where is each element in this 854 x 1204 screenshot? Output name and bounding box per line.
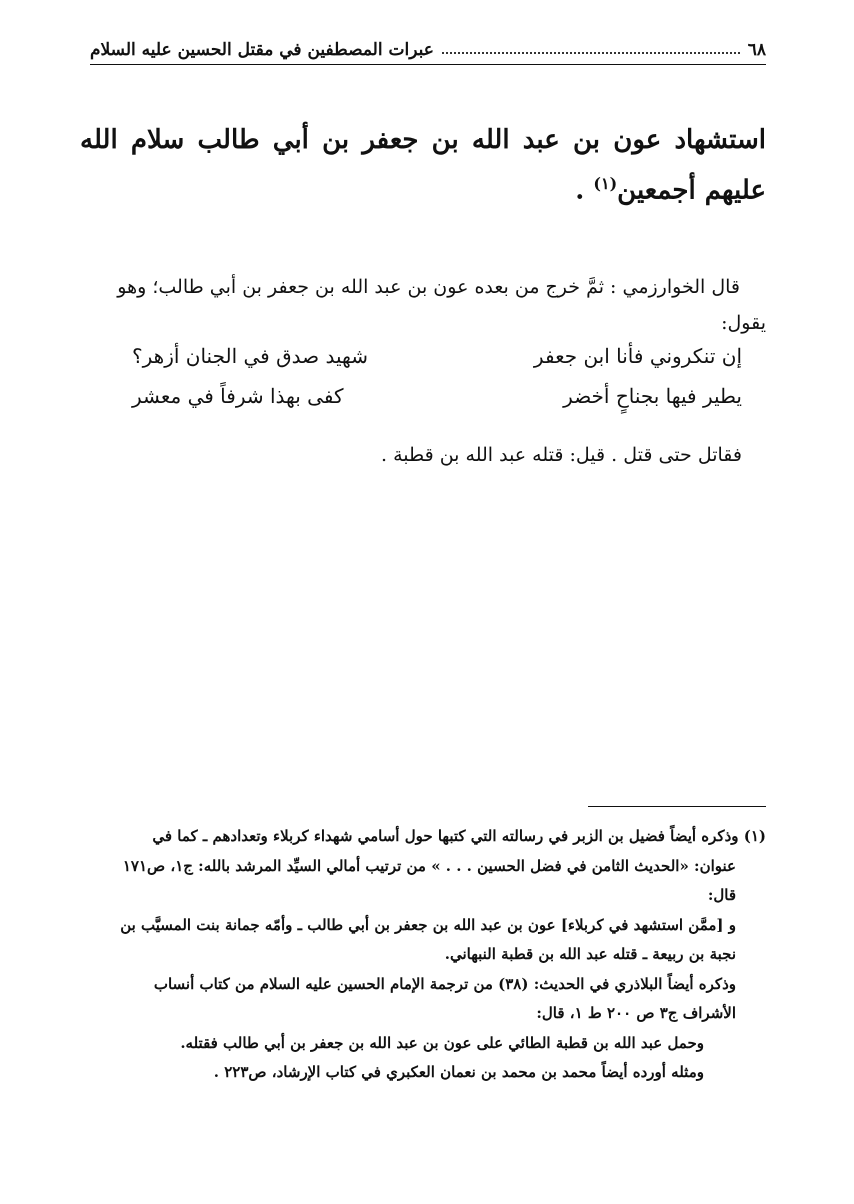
footnote-line: قال: (707, 886, 736, 904)
footnote-line: وذكره أيضاً البلاذري في الحديث: (٣٨) من ترجمة الإمام الحسين عليه السلام من كتاب أنساب (153, 974, 736, 993)
footnote-line: عنوان: «الحديث الثامن في فضل الحسين . . . » من ترتيب أمالي السيِّد المرشد بالله: ج١، ص١٧١ (122, 856, 736, 875)
footnote-separator (588, 806, 766, 807)
page-number: ٦٨ (747, 40, 766, 60)
verse-row (132, 376, 742, 416)
verse-second-hemistich: شهيد صدق في الجنان أزهر؟ (132, 344, 368, 368)
footnote-line: نجبة بن ربيعة ـ قتله عبد الله بن قطبة النبهاني. (444, 945, 736, 963)
footnote-line: وحمل عبد الله بن قطبة الطائي على عون بن عبد الله بن جعفر بن أبي طالب فقتله. (180, 1033, 704, 1052)
footnote-line: ومثله أورده أيضاً محمد بن محمد بن نعمان العكبري في كتاب الإرشاد، ص٢٢٣ . (213, 1063, 704, 1081)
running-header-title: عبرات المصطفين في مقتل الحسين عليه السلام (90, 40, 434, 60)
verse-row (132, 336, 742, 376)
verse-first-hemistich: يطير فيها بجناحٍ أخضر (563, 384, 742, 408)
intro-paragraph: قال الخوارزمي : ثمَّ خرج من بعده عون بن عبد الله بن جعفر بن أبي طالب؛ وهو يقول: (117, 276, 766, 334)
header-dot-leader (442, 52, 740, 54)
verse-second-hemistich: كفى بهذا شرفاً في معشر (132, 384, 344, 408)
running-header (90, 26, 766, 65)
chapter-title: استشهاد عون بن عبد الله بن جعفر بن أبي طالب سلام الله عليهم أجمعين (80, 125, 766, 206)
closing-paragraph: فقاتل حتى قتل . قيل: قتله عبد الله بن قطبة . (381, 444, 742, 466)
footnotes (80, 822, 766, 1088)
footnote-line: و [ممَّن استشهد في كربلاء] عون بن عبد الله بن جعفر بن أبي طالب ـ وأمّه جمانة بنت المسيَّب بن (120, 915, 736, 934)
chapter-end-mark: . (575, 175, 585, 206)
chapter-heading (80, 118, 766, 213)
poem (132, 336, 742, 416)
footnote-line: (١) وذكره أيضاً فضيل بن الزبر في رسالته التي كتبها حول أسامي شهداء كربلاء وتعدادهم ـ كما في (152, 827, 766, 845)
footnote-line: الأشراف ج٣ ص ٢٠٠ ط ١، قال: (536, 1004, 736, 1022)
footnote-reference[interactable]: (١) (593, 174, 618, 193)
verse-first-hemistich: إن تنكروني فأنا ابن جعفر (533, 344, 742, 368)
